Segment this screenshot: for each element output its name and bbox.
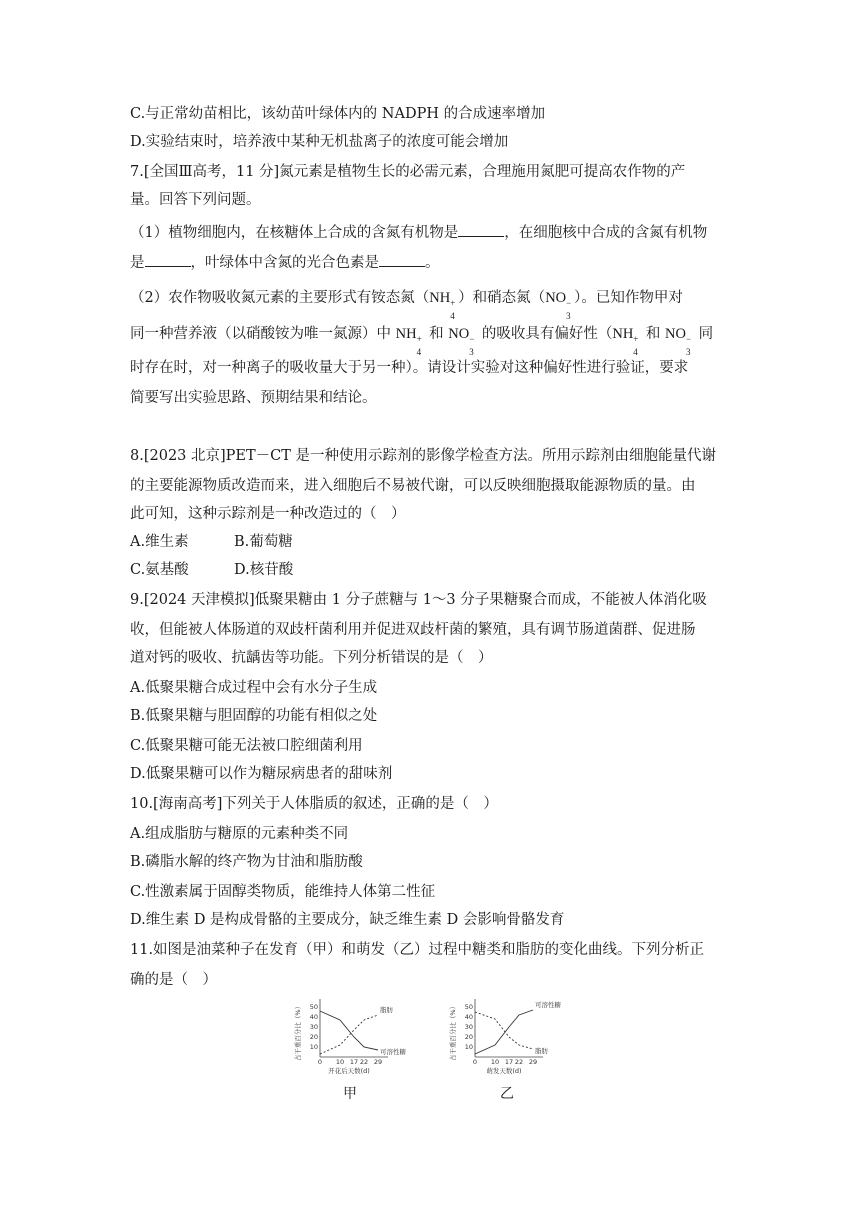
- series-label: 可溶性糖: [535, 1001, 561, 1009]
- x-tick-label: 22: [514, 1058, 524, 1066]
- y-tick-label: 50: [464, 1003, 473, 1011]
- q9-option-b[interactable]: B.低聚果糖与胆固醇的功能有相似之处: [130, 708, 378, 724]
- y-tick-label: 40: [309, 1013, 318, 1021]
- q8-stem-line1: 8.[2023 北京]PET－CT 是一种使用示踪剂的影像学检查方法。所用示踪剂由细胞能量代谢: [130, 448, 717, 464]
- y-tick-label: 20: [464, 1033, 473, 1041]
- y-tick-label: 30: [464, 1023, 473, 1031]
- y-tick-label: 20: [309, 1033, 318, 1041]
- y-axis-label: 占干重百分比（%）: [449, 1002, 457, 1062]
- y-tick-label: 50: [309, 1003, 318, 1011]
- series-line-1: [475, 1012, 533, 1049]
- ammonium-formula: NH + 4: [612, 326, 639, 357]
- x-tick-label: 0: [317, 1058, 323, 1066]
- y-tick-label: 10: [464, 1043, 473, 1051]
- q8-options-row2: [130, 560, 293, 580]
- q7-part2-line2: 同一种营养液（以硝酸铵为唯一氮源）中 NH + 4 和 NO − 3 的吸收具有偏好性（NH + 4 和 NO − 3 同: [130, 326, 714, 357]
- x-tick-label: 22: [359, 1058, 369, 1066]
- q9-option-a[interactable]: A.低聚果糖合成过程中会有水分子生成: [130, 680, 378, 696]
- q7-part2-line3: 时存在时，对一种离子的吸收量大于另一种）。请设计实验对这种偏好性进行验证，要求: [130, 360, 689, 376]
- q8-option-d[interactable]: D.核苷酸: [234, 562, 294, 578]
- chart-development: [290, 995, 410, 1085]
- q8-stem-line3: 此可知，这种示踪剂是一种改造过的（ ）: [130, 506, 406, 522]
- q10-option-d[interactable]: D.维生素 D 是构成骨骼的主要成分，缺乏维生素 D 会影响骨骼发育: [130, 912, 565, 928]
- figure-caption-jia: 甲: [343, 1086, 357, 1102]
- y-axis-label: 占干重百分比（%）: [294, 1002, 302, 1062]
- x-tick-label: 29: [373, 1058, 383, 1066]
- q9-stem-line2: 收，但能被人体肠道的双歧杆菌利用并促进双歧杆菌的繁殖，具有调节肠道菌群、促进肠: [130, 622, 696, 638]
- x-axis-label: 萌发天数(d): [486, 1067, 522, 1075]
- nitrate-formula: NO − 3: [448, 326, 475, 357]
- x-tick-label: 10: [490, 1058, 500, 1066]
- series-line-1: [320, 1011, 378, 1050]
- chart-germination: [445, 995, 565, 1085]
- q8-stem-line2: 的主要能源物质改造而来，进入细胞后不易被代谢，可以反映细胞摄取能源物质的量。由: [130, 478, 696, 494]
- y-tick-label: 30: [309, 1023, 318, 1031]
- x-tick-label: 0: [472, 1058, 478, 1066]
- q11-figures: [290, 995, 570, 1105]
- nitrate-formula: NO − 3: [665, 326, 692, 357]
- q9-stem-line1: 9.[2024 天津模拟]低聚果糖由 1 分子蔗糖与 1～3 分子果糖聚合而成，不能被人体消化吸: [130, 592, 707, 608]
- y-tick-label: 40: [464, 1013, 473, 1021]
- nitrate-formula: NO − 3: [545, 290, 572, 321]
- series-line-0: [475, 1010, 533, 1054]
- q10-option-c[interactable]: C.性激素属于固醇类物质，能维持人体第二性征: [130, 884, 436, 900]
- q10-option-a[interactable]: A.组成脂肪与糖原的元素种类不同: [130, 826, 349, 842]
- q6-option-d: D.实验结束时，培养液中某种无机盐离子的浓度可能会增加: [130, 134, 509, 150]
- answer-blank-3[interactable]: [379, 252, 425, 267]
- q9-option-d[interactable]: D.低聚果糖可以作为糖尿病患者的甜味剂: [130, 766, 393, 782]
- q7-part1-line1: （1）植物细胞内，在核糖体上合成的含氮有机物是 ，在细胞核中合成的含氮有机物: [130, 222, 707, 243]
- x-tick-label: 17: [504, 1058, 514, 1066]
- series-label: 可溶性糖: [380, 1048, 406, 1056]
- q8-option-b[interactable]: B.葡萄糖: [234, 534, 293, 550]
- ammonium-formula: NH + 4: [429, 290, 456, 321]
- x-axis-label: 开花后天数(d): [328, 1067, 370, 1075]
- answer-blank-1[interactable]: [458, 222, 504, 237]
- x-tick-label: 17: [349, 1058, 359, 1066]
- q9-stem-line3: 道对钙的吸收、抗龋齿等功能。下列分析错误的是（ ）: [130, 650, 493, 666]
- answer-blank-2[interactable]: [145, 252, 191, 267]
- q7-stem-line2: 量。回答下列问题。: [130, 192, 261, 208]
- x-tick-label: 29: [528, 1058, 538, 1066]
- q8-options-row1: [130, 532, 293, 552]
- series-label: 脂肪: [380, 1006, 393, 1014]
- q7-part2-line4: 简要写出实验思路、预期结果和结论。: [130, 390, 377, 406]
- q11-stem-line1: 11.如图是油菜种子在发育（甲）和萌发（乙）过程中糖类和脂肪的变化曲线。下列分析正: [130, 942, 705, 958]
- q8-option-c[interactable]: C.氨基酸: [130, 562, 189, 578]
- q7-part2-line1: （2）农作物吸收氮元素的主要形式有铵态氮（NH + 4 ）和硝态氮（NO − 3 ）。已知作物甲对: [130, 290, 683, 321]
- x-tick-label: 10: [335, 1058, 345, 1066]
- q11-stem-line2: 确的是（ ）: [130, 972, 217, 988]
- q8-option-a[interactable]: A.维生素: [130, 534, 189, 550]
- q9-option-c[interactable]: C.低聚果糖可能无法被口腔细菌利用: [130, 738, 363, 754]
- q6-option-c: C.与正常幼苗相比，该幼苗叶绿体内的 NADPH 的合成速率增加: [130, 106, 546, 122]
- q7-stem-line1: 7.[全国Ⅲ高考，11 分]氮元素是植物生长的必需元素，合理施用氮肥可提高农作物的产: [130, 164, 686, 180]
- q10-option-b[interactable]: B.磷脂水解的终产物为甘油和脂肪酸: [130, 854, 363, 870]
- series-label: 脂肪: [535, 1047, 548, 1055]
- q7-part1-line2: 是 ，叶绿体中含氮的光合色素是 。: [130, 252, 440, 273]
- y-tick-label: 10: [309, 1043, 318, 1051]
- q10-stem: 10.[海南高考]下列关于人体脂质的叙述，正确的是（ ）: [130, 796, 498, 812]
- ammonium-formula: NH + 4: [395, 326, 422, 357]
- figure-caption-yi: 乙: [500, 1086, 514, 1102]
